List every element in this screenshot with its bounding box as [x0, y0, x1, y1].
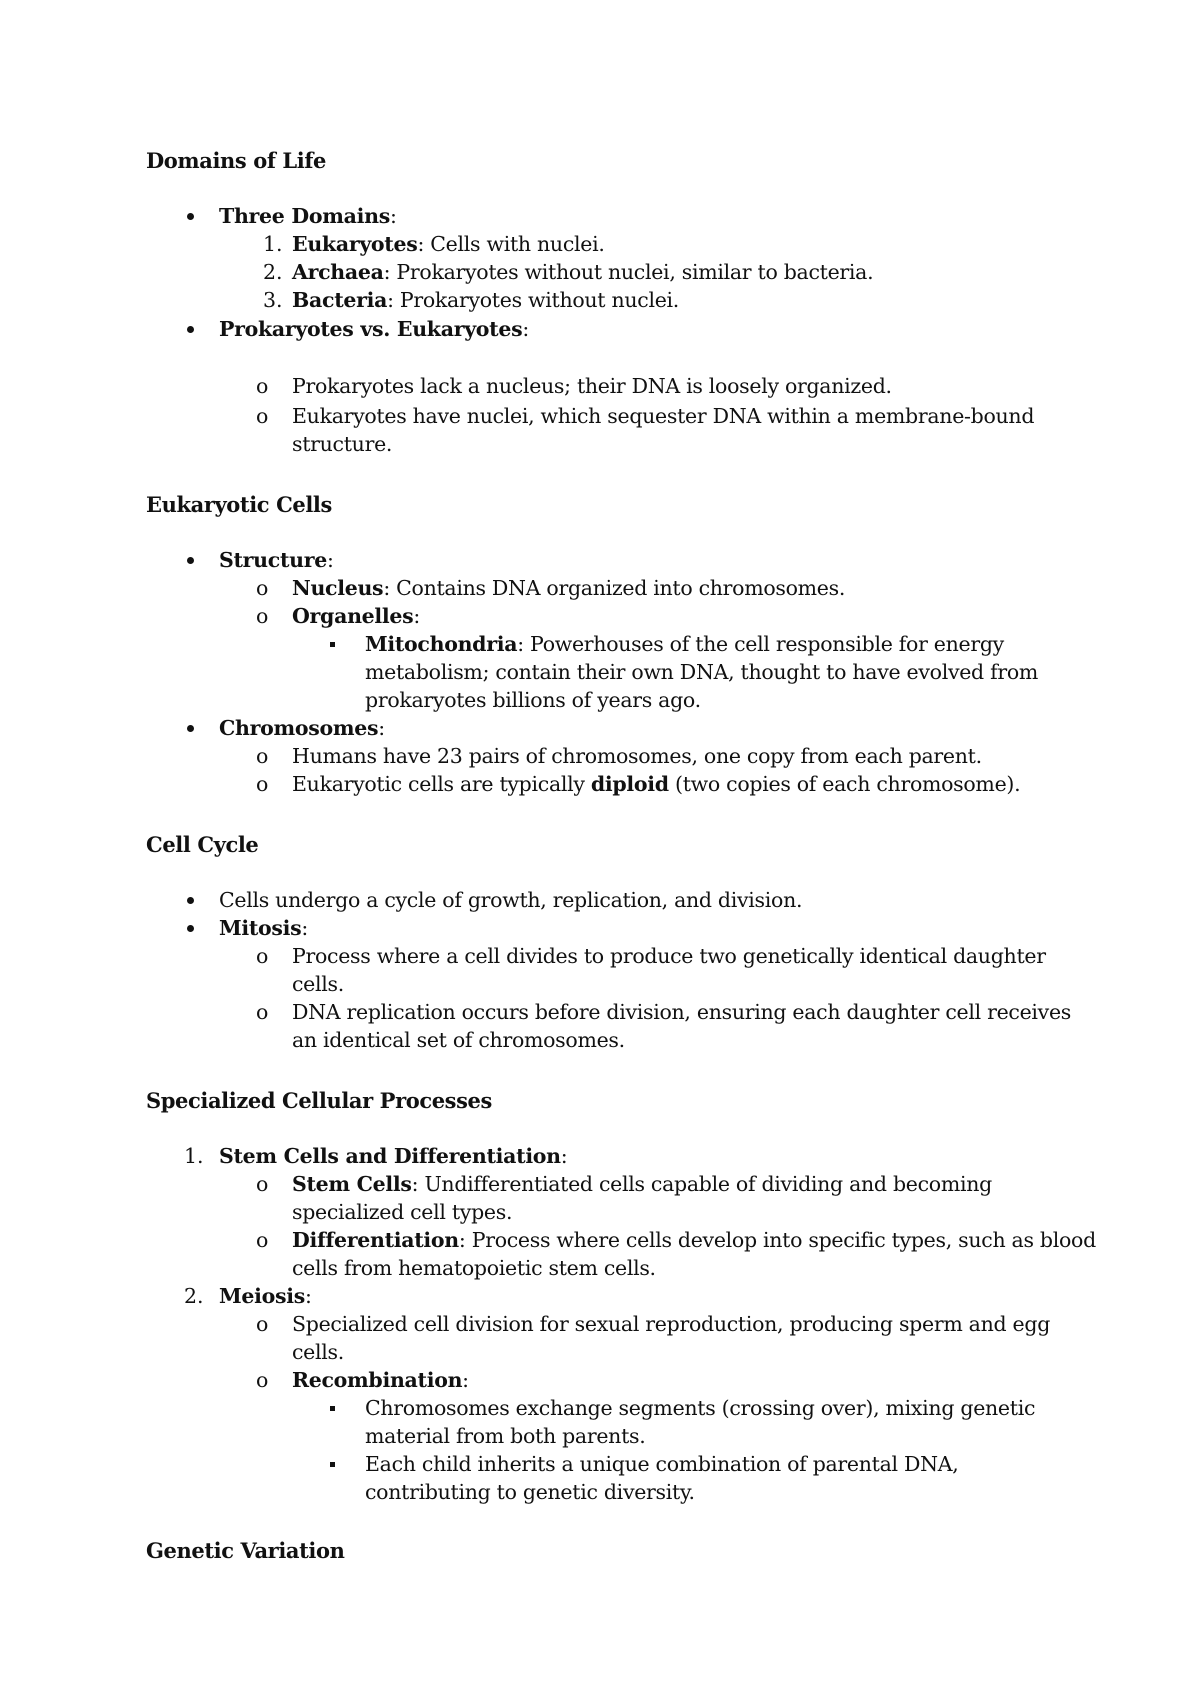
- list-item-continuation: material from both parents.: [365, 1424, 646, 1448]
- list-item-continuation: cells.: [292, 972, 344, 996]
- list-item: Prokaryotes lack a nucleus; their DNA is loosely organized.: [292, 374, 892, 398]
- list-item: Stem Cells and Differentiation:: [219, 1144, 568, 1168]
- list-item: Differentiation: Process where cells develop into specific types, such as blood: [292, 1228, 1096, 1252]
- list-item: Process where a cell divides to produce two genetically identical daughter: [292, 944, 1046, 968]
- list-item: Chromosomes:: [219, 716, 385, 740]
- circle-bullet-icon: o: [256, 1000, 269, 1024]
- circle-bullet-icon: o: [256, 944, 269, 968]
- circle-bullet-icon: o: [256, 576, 269, 600]
- list-item-continuation: contributing to genetic diversity.: [365, 1480, 695, 1504]
- list-item: Stem Cells: Undifferentiated cells capable of dividing and becoming: [292, 1172, 992, 1196]
- list-item-continuation: cells from hematopoietic stem cells.: [292, 1256, 656, 1280]
- list-item: Archaea: Prokaryotes without nuclei, similar to bacteria.: [292, 260, 874, 284]
- circle-bullet-icon: o: [256, 1368, 269, 1392]
- circle-bullet-icon: o: [256, 1228, 269, 1252]
- list-item: Humans have 23 pairs of chromosomes, one copy from each parent.: [292, 744, 982, 768]
- list-number: 2.: [184, 1284, 204, 1308]
- circle-bullet-icon: o: [256, 374, 269, 398]
- list-item: Eukaryotes: Cells with nuclei.: [292, 232, 605, 256]
- list-item: Eukaryotes have nuclei, which sequester DNA within a membrane-bound: [292, 404, 1035, 428]
- list-item: Bacteria: Prokaryotes without nuclei.: [292, 288, 680, 312]
- square-bullet-icon: [330, 1462, 335, 1467]
- list-item-continuation: prokaryotes billions of years ago.: [365, 688, 701, 712]
- circle-bullet-icon: o: [256, 1312, 269, 1336]
- square-bullet-icon: [330, 1406, 335, 1411]
- list-item: Cells undergo a cycle of growth, replication, and division.: [219, 888, 803, 912]
- list-item-continuation: specialized cell types.: [292, 1200, 513, 1224]
- list-item: Specialized cell division for sexual reproduction, producing sperm and egg: [292, 1312, 1051, 1336]
- heading-eukaryotic-cells: Eukaryotic Cells: [146, 492, 332, 517]
- bullet-icon: [187, 925, 194, 932]
- list-item: Mitochondria: Powerhouses of the cell responsible for energy: [365, 632, 1004, 656]
- list-item: Prokaryotes vs. Eukaryotes:: [219, 317, 529, 341]
- bullet-icon: [187, 557, 194, 564]
- bullet-icon: [187, 897, 194, 904]
- bullet-icon: [187, 326, 194, 333]
- list-item: Chromosomes exchange segments (crossing over), mixing genetic: [365, 1396, 1036, 1420]
- circle-bullet-icon: o: [256, 1172, 269, 1196]
- heading-domains-of-life: Domains of Life: [146, 148, 326, 173]
- list-item: Meiosis:: [219, 1284, 312, 1308]
- heading-specialized-cellular-processes: Specialized Cellular Processes: [146, 1088, 492, 1113]
- list-item-continuation: cells.: [292, 1340, 344, 1364]
- bullet-icon: [187, 725, 194, 732]
- list-item-continuation: metabolism; contain their own DNA, thought to have evolved from: [365, 660, 1039, 684]
- list-number: 1.: [263, 232, 283, 256]
- circle-bullet-icon: o: [256, 772, 269, 796]
- list-item-continuation: an identical set of chromosomes.: [292, 1028, 625, 1052]
- square-bullet-icon: [330, 642, 335, 647]
- list-number: 2.: [263, 260, 283, 284]
- circle-bullet-icon: o: [256, 604, 269, 628]
- list-item: Organelles:: [292, 604, 420, 628]
- list-item: Recombination:: [292, 1368, 469, 1392]
- list-item: Three Domains:: [219, 204, 397, 228]
- list-item: Mitosis:: [219, 916, 309, 940]
- list-number: 3.: [263, 288, 283, 312]
- list-number: 1.: [184, 1144, 204, 1168]
- circle-bullet-icon: o: [256, 404, 269, 428]
- bullet-icon: [187, 213, 194, 220]
- list-item: DNA replication occurs before division, ensuring each daughter cell receives: [292, 1000, 1072, 1024]
- heading-genetic-variation: Genetic Variation: [146, 1538, 345, 1563]
- list-item: Structure:: [219, 548, 334, 572]
- circle-bullet-icon: o: [256, 744, 269, 768]
- list-item: Nucleus: Contains DNA organized into chromosomes.: [292, 576, 846, 600]
- list-item-continuation: structure.: [292, 432, 393, 456]
- heading-cell-cycle: Cell Cycle: [146, 832, 259, 857]
- list-item: Each child inherits a unique combination of parental DNA,: [365, 1452, 959, 1476]
- list-item: Eukaryotic cells are typically diploid (two copies of each chromosome).: [292, 772, 1021, 796]
